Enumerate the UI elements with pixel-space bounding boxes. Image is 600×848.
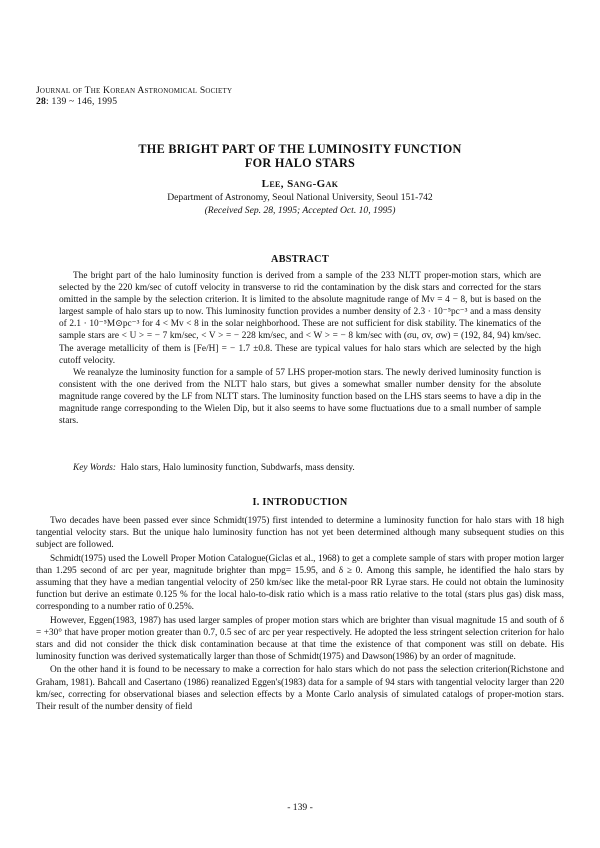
abstract-heading: ABSTRACT (271, 254, 329, 265)
author-name: Lee, Sang-Gak (261, 178, 339, 190)
journal-header (36, 85, 232, 107)
received-accepted-dates: (Received Sep. 28, 1995; Accepted Oct. 10, 1995) (204, 205, 396, 216)
keywords-label: Key Words: (73, 463, 116, 473)
abstract-paragraph-2: We reanalyze the luminosity function for a sample of 57 LHS proper-motion stars. The newly derived luminosity function is consistent with the one derived from the NLTT halo stars, but gives a somewhat smaller number density for the absolute magnitude range covered by the LF from NLTT stars. The luminosity function based on the LHS stars seems to have a dip in the magnitude range corresponding to the Wielen Dip, but it also seems to have some fluctuations due to a small number of sample stars. (59, 367, 541, 427)
journal-pages: : 139 ~ 146, 1995 (46, 96, 118, 107)
intro-paragraph-3: However, Eggen(1983, 1987) has used larger samples of proper motion stars which are brighter than visual magnitude 15 and south of δ = +30° that have proper motion greater than 0.7, 0.5 sec of arc per year respectively. He adopted the less stringent selection criterion for halo stars and did not consider the thick disk contamination because at that time the existence of that component was still on debate. His luminosity function was derived systematically larger than those of Schmidt(1975) and Dawson(1986) by an order of magnitude. (36, 615, 564, 663)
page-number: - 139 - (287, 802, 313, 813)
introduction-body (36, 515, 564, 713)
keywords-text: Halo stars, Halo luminosity function, Subdwarfs, mass density. (120, 463, 355, 473)
intro-paragraph-2: Schmidt(1975) used the Lowell Proper Motion Catalogue(Giclas et al., 1968) to get a complete sample of stars with proper motion larger than 1.295 second of arc per year, magnitude brighter than mpg= 15.95, and δ ≥ 0. Among this sample, he identified the halo stars by assuming that they have a median tangential velocity of 250 km/sec like the metal-poor RR Lyrae stars. He could not obtain the luminosity function but derive an estimate 0.125 % for the local halo-to-disk ratio which is a mass ratio relative to the total (stars plus gas) disk mass, corresponding to a number ratio of 0.25%. (36, 553, 564, 613)
paper-title (40, 142, 560, 170)
abstract-paragraph-1: The bright part of the halo luminosity function is derived from a sample of the 233 NLTT proper-motion stars, which are selected by the 220 km/sec of cutoff velocity in transverse to rid the contamination by the disk stars and corrected for the stars omitted in the sample by the selection criterion. It is limited to the absolute magnitude range of Mv = 4 − 8, but is based on the largest sample of halo stars up to now. This luminosity function provides a number density of 2.3 · 10⁻⁵pc⁻³ and a mass density of 2.1 · 10⁻⁵M⊙pc⁻³ for 4 < Mv < 8 in the solar neighborhood. These are not sufficient for disk stability. The kinematics of the sample stars are < U > = − 7 km/sec, < V > = − 228 km/sec, and < W > = − 8 km/sec with (σu, σv, σw) = (192, 84, 94) km/sec. The average metallicity of them is [Fe/H] = − 1.7 ±0.8. These are typical values for halo stars which are selected by the high cutoff velocity. (59, 271, 541, 366)
journal-volume: 28 (36, 96, 46, 107)
keywords (59, 463, 541, 473)
author-affiliation: Department of Astronomy, Seoul National University, Seoul 151-742 (167, 192, 433, 203)
journal-citation (36, 96, 232, 107)
introduction-heading: I. INTRODUCTION (252, 497, 348, 508)
title-line-2: FOR HALO STARS (244, 156, 356, 170)
intro-paragraph-4: On the other hand it is found to be necessary to make a correction for halo stars which do not pass the selection criterion(Richstone and Graham, 1981). Bahcall and Casertano (1986) reanalized Eggen's(1983) data for a sample of 94 stars with tangential velocity larger than 220 km/sec, correcting for observational biases and selection effects by a Monte Carlo analysis of simulated catalogs of proper-motion stars. Their result of the number density of field (36, 665, 564, 713)
title-line-1: THE BRIGHT PART OF THE LUMINOSITY FUNCTION (138, 142, 462, 156)
intro-paragraph-1: Two decades have been passed ever since Schmidt(1975) first intended to determine a luminosity function for halo stars with 18 high tangential velocity stars. But the unique halo luminosity function has not yet been determined although many subsequent studies on this subject are followed. (36, 516, 564, 551)
abstract-body (59, 270, 541, 427)
journal-name: Journal of The Korean Astronomical Society (36, 85, 233, 96)
